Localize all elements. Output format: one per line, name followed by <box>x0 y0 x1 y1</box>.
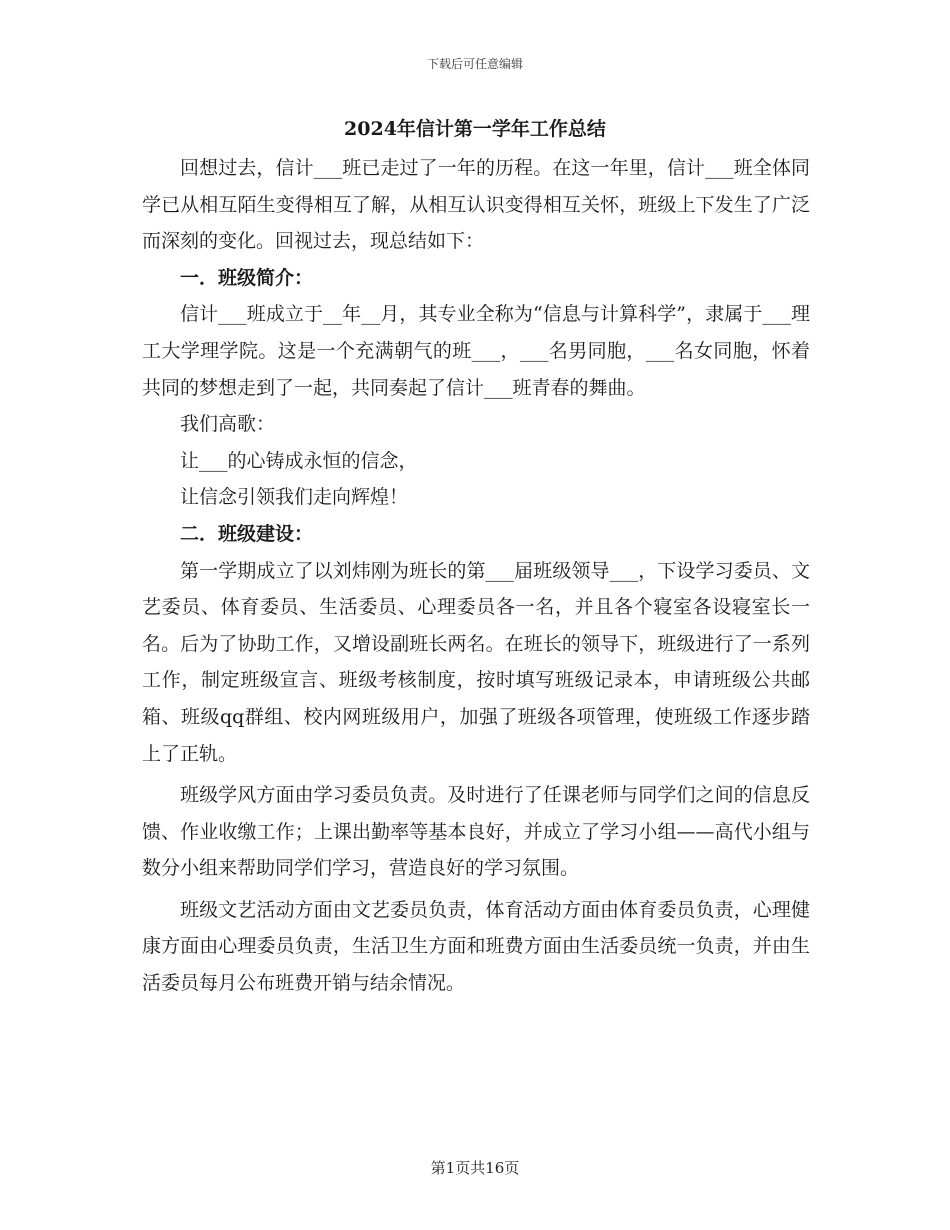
paragraph-class-intro: 信计___班成立于__年__月，其专业全称为“信息与计算科学”，隶属于___理工大学理学院。这是一个充满朝气的班___，___名男同胞，___名女同胞，怀着共同的梦想走到了一起，共同奏起了信计___班青春的舞曲。 <box>142 303 810 399</box>
paragraph-leadership: 第一学期成立了以刘炜刚为班长的第___届班级领导___，下设学习委员、文艺委员、体育委员、生活委员、心理委员各一名，并且各个寝室各设寝室长一名。后为了协助工作，又增设副班长两名。在班长的领导下，班级进行了一系列工作，制定班级宣言、班级考核制度，按时填写班级记录本，申请班级公共邮箱、班级qq群组、校内网班级用户，加强了班级各项管理，使班级工作逐步踏上了正轨。 <box>142 559 810 765</box>
paragraph-study-style: 班级学风方面由学习委员负责。及时进行了任课老师与同学们之间的信息反馈、作业收缴工作；上课出勤率等基本良好，并成立了学习小组——高代小组与数分小组来帮助同学们学习，营造良好的学习氛围。 <box>142 784 810 880</box>
section-heading-class-intro: 一．班级简介： <box>180 266 314 289</box>
document-title: 2024年信计第一学年工作总结 <box>344 118 606 140</box>
paragraph-we-sing: 我们高歌： <box>180 413 276 436</box>
document-body <box>142 150 810 1002</box>
page-footer: 第1页共16页 <box>430 1159 520 1177</box>
paragraph-activities: 班级文艺活动方面由文艺委员负责，体育活动方面由体育委员负责，心理健康方面由心理委员负责，生活卫生方面和班费方面由生活委员统一负责，并由生活委员每月公布班费开销与结余情况。 <box>142 898 810 995</box>
page-header: 下载后可任意编辑 <box>426 57 523 71</box>
paragraph-verse-1: 让___的心铸成永恒的信念， <box>180 449 418 472</box>
paragraph-verse-2: 让信念引领我们走向辉煌！ <box>180 486 409 509</box>
paragraph-intro: 回想过去，信计___班已走过了一年的历程。在这一年里，信计___班全体同学已从相互陌生变得相互了解，从相互认识变得相互关怀，班级上下发生了广泛而深刻的变化。回视过去，现总结如下： <box>142 157 810 253</box>
section-heading-class-building: 二．班级建设： <box>180 522 314 545</box>
